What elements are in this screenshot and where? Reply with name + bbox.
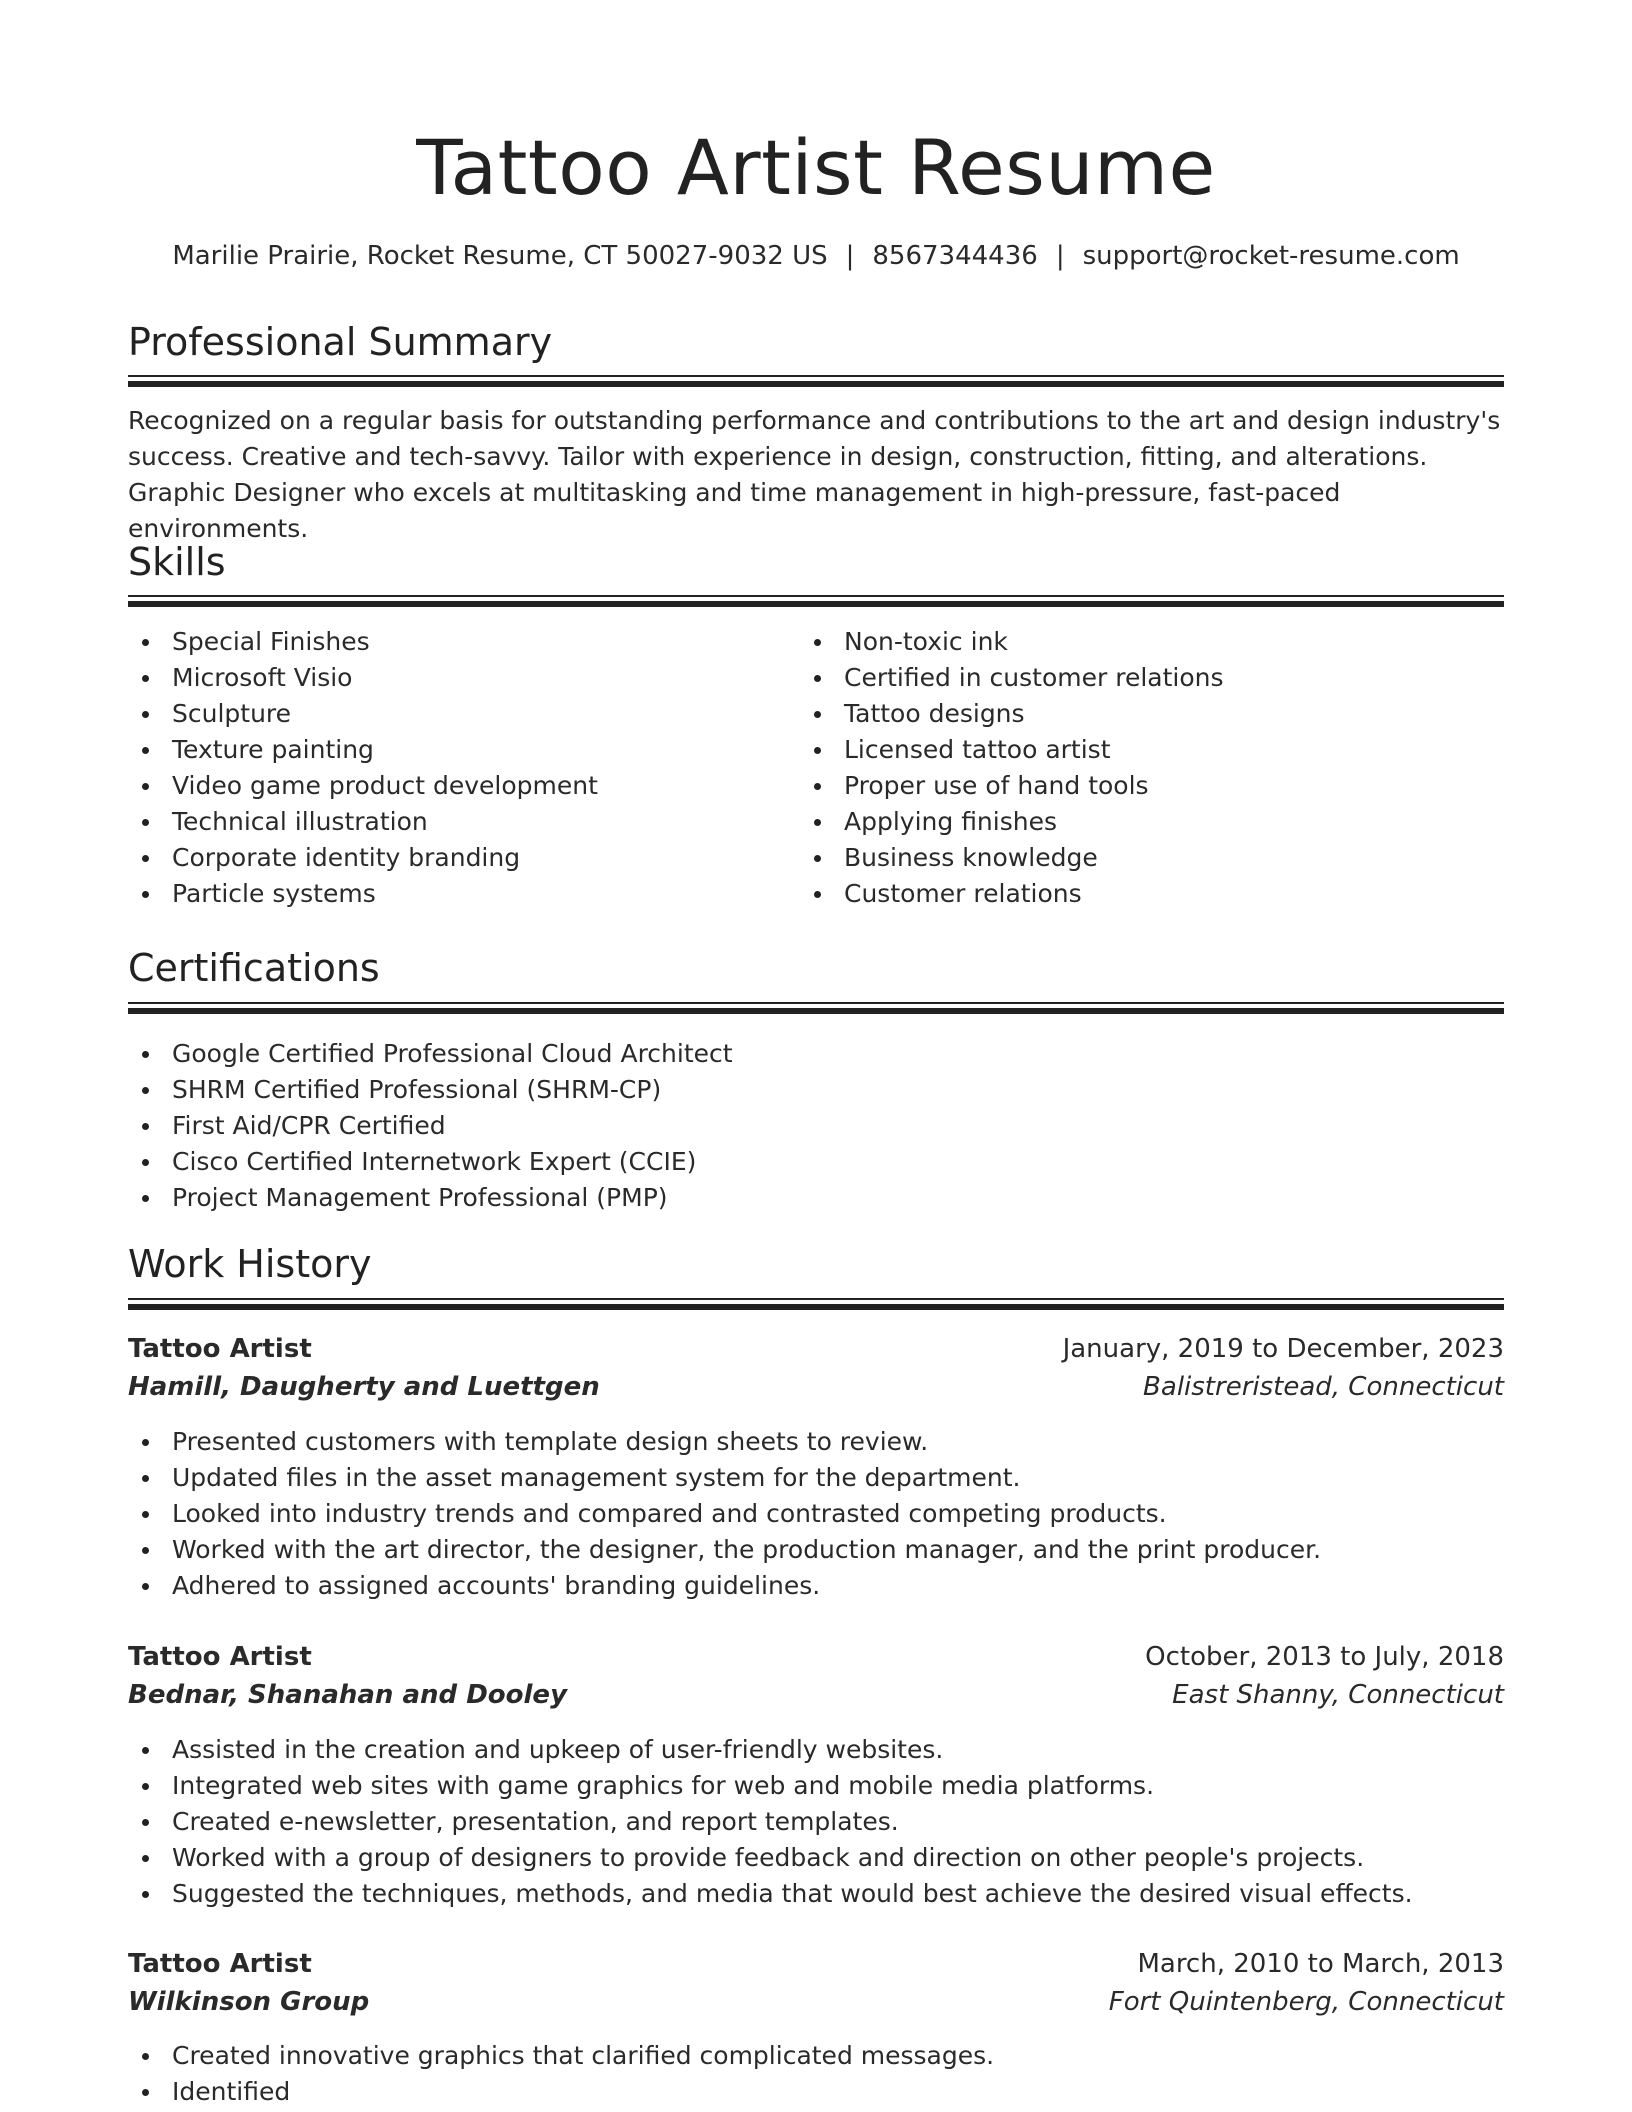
skill-item: Video game product development	[172, 768, 598, 804]
job-title: Tattoo Artist	[128, 1334, 312, 1364]
job-dates: January, 2019 to December, 2023	[1062, 1334, 1504, 1364]
job-bullet: Suggested the techniques, methods, and media that would best achieve the desired visual effects.	[172, 1876, 1413, 1912]
section-heading-certifications: Certifications	[128, 946, 380, 990]
certification-item: Project Management Professional (PMP)	[172, 1180, 733, 1216]
job-bullet: Worked with the art director, the designer, the production manager, and the print producer.	[172, 1532, 1321, 1568]
certification-item: First Aid/CPR Certified	[172, 1108, 733, 1144]
skills-list-left	[128, 624, 598, 912]
job-bullet: Created e-newsletter, presentation, and report templates.	[172, 1804, 1413, 1840]
job-dates: March, 2010 to March, 2013	[1137, 1949, 1504, 1979]
job-bullet: Created innovative graphics that clarified complicated messages.	[172, 2038, 994, 2074]
job-header	[128, 1638, 1504, 1676]
skill-item: Licensed tattoo artist	[844, 732, 1224, 768]
contact-separator: |	[1055, 241, 1065, 271]
contact-address: Marilie Prairie, Rocket Resume, CT 50027-9032 US	[172, 241, 828, 271]
skill-item: Sculpture	[172, 696, 598, 732]
job-subheader	[128, 1983, 1504, 2021]
job-title: Tattoo Artist	[128, 1949, 312, 1979]
skills-list-right	[800, 624, 1224, 912]
contact-email: support@rocket-resume.com	[1082, 241, 1460, 271]
job-title: Tattoo Artist	[128, 1642, 312, 1672]
contact-phone: 8567344436	[872, 241, 1038, 271]
skill-item: Corporate identity branding	[172, 840, 598, 876]
job-bullet: Worked with a group of designers to provide feedback and direction on other people's projects.	[172, 1840, 1413, 1876]
section-heading-work: Work History	[128, 1242, 372, 1286]
job-bullet: Integrated web sites with game graphics for web and mobile media platforms.	[172, 1768, 1413, 1804]
job-bullet: Adhered to assigned accounts' branding guidelines.	[172, 1568, 1321, 1604]
skill-item: Certified in customer relations	[844, 660, 1224, 696]
skill-item: Applying finishes	[844, 804, 1224, 840]
job-bullets	[128, 1424, 1321, 1604]
job-subheader	[128, 1368, 1504, 1406]
skill-item: Technical illustration	[172, 804, 598, 840]
section-divider	[128, 595, 1504, 608]
certification-item: Cisco Certified Internetwork Expert (CCIE)	[172, 1144, 733, 1180]
job-bullet: Looked into industry trends and compared and contrasted competing products.	[172, 1496, 1321, 1532]
job-location: Fort Quintenberg, Connecticut	[1108, 1987, 1504, 2017]
skill-item: Proper use of hand tools	[844, 768, 1224, 804]
skill-item: Microsoft Visio	[172, 660, 598, 696]
skill-item: Tattoo designs	[844, 696, 1224, 732]
job-company: Bednar, Shanahan and Dooley	[128, 1680, 568, 1710]
section-divider	[128, 375, 1504, 388]
certification-item: Google Certified Professional Cloud Architect	[172, 1036, 733, 1072]
skill-item: Customer relations	[844, 876, 1224, 912]
certifications-list	[128, 1036, 733, 1216]
skill-item: Particle systems	[172, 876, 598, 912]
section-heading-skills: Skills	[128, 540, 226, 584]
job-company: Wilkinson Group	[128, 1987, 370, 2017]
job-location: East Shanny, Connecticut	[1172, 1680, 1504, 1710]
contact-line	[128, 238, 1504, 274]
section-divider	[128, 1002, 1504, 1015]
job-location: Balistreristead, Connecticut	[1143, 1372, 1504, 1402]
job-bullets	[128, 2038, 994, 2110]
job-bullet: Updated files in the asset management system for the department.	[172, 1460, 1321, 1496]
job-company: Hamill, Daugherty and Luettgen	[128, 1372, 600, 1402]
job-bullet: Assisted in the creation and upkeep of user-friendly websites.	[172, 1732, 1413, 1768]
skill-item: Non-toxic ink	[844, 624, 1224, 660]
job-dates: October, 2013 to July, 2018	[1145, 1642, 1504, 1672]
section-divider	[128, 1298, 1504, 1311]
job-bullets	[128, 1732, 1413, 1912]
job-header	[128, 1945, 1504, 1983]
certification-item: SHRM Certified Professional (SHRM-CP)	[172, 1072, 733, 1108]
section-heading-summary: Professional Summary	[128, 320, 553, 364]
job-subheader	[128, 1676, 1504, 1714]
resume-title: Tattoo Artist Resume	[416, 123, 1216, 212]
contact-separator: |	[845, 241, 855, 271]
job-bullet: Identified	[172, 2074, 994, 2110]
skill-item: Business knowledge	[844, 840, 1224, 876]
summary-text: Recognized on a regular basis for outstanding performance and contributions to the art and design industry's success. Creative and tech-savvy. Tailor with experience in design, construction, fitting, and alterations. Graphic Designer who excels at multitasking and time management in high-pressure, fast-paced environments.	[128, 406, 1501, 543]
skill-item: Texture painting	[172, 732, 598, 768]
job-header	[128, 1330, 1504, 1368]
job-bullet: Presented customers with template design sheets to review.	[172, 1424, 1321, 1460]
skill-item: Special Finishes	[172, 624, 598, 660]
